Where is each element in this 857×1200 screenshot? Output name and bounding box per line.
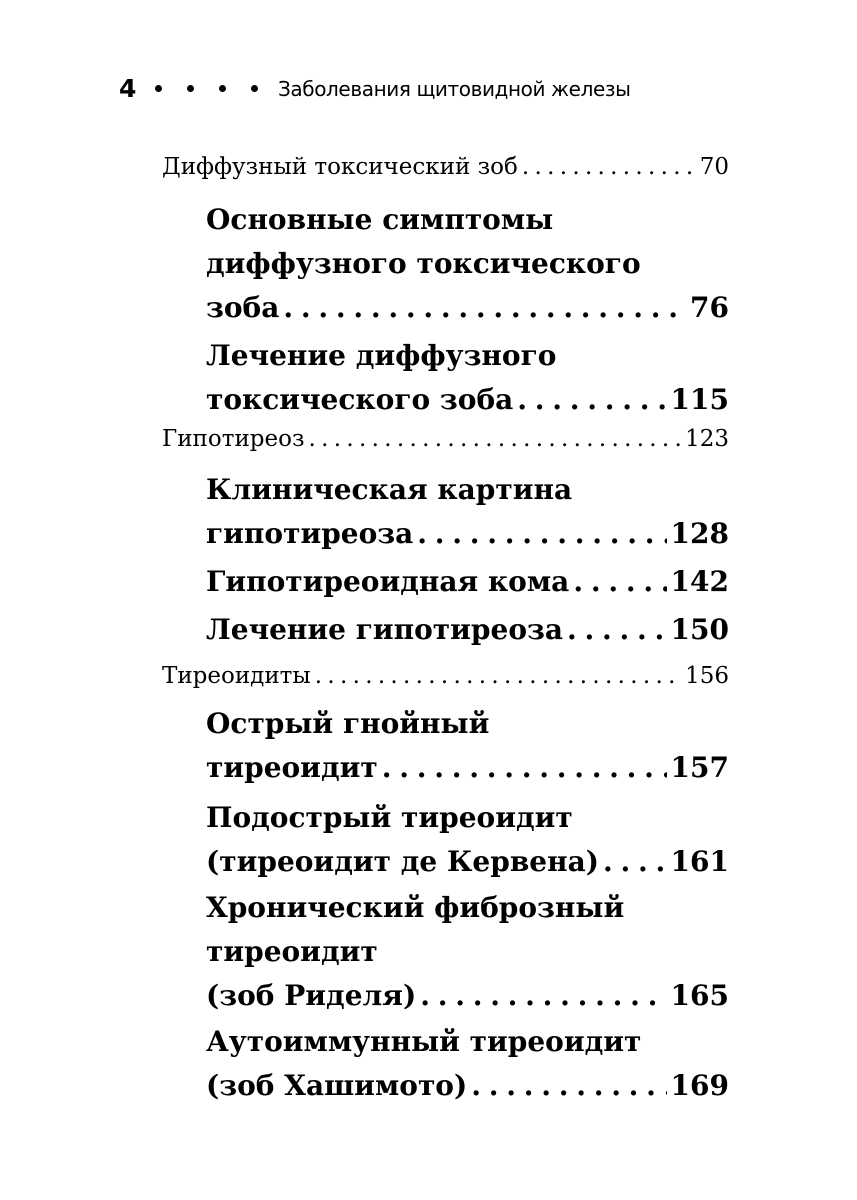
- page-number: 4: [119, 74, 137, 103]
- toc-entry-line: [206, 840, 729, 884]
- toc-entry-line: [162, 661, 729, 691]
- toc-entry-title: Подострый тиреоидит: [206, 801, 573, 834]
- toc-entry-line: [206, 974, 729, 1018]
- toc-entry-line: [206, 702, 729, 746]
- toc-entry-title: Клиническая картина: [206, 473, 573, 506]
- dot-leader: [420, 974, 666, 1018]
- dot-leader: [382, 746, 667, 790]
- dot-leader: [522, 152, 696, 182]
- toc-entry-section[interactable]: [206, 468, 729, 556]
- toc-page-number: 161: [670, 845, 729, 878]
- toc-page-number: 70: [699, 154, 729, 180]
- toc-entry-title: гипотиреоза: [206, 517, 414, 550]
- toc-entry-section[interactable]: [206, 198, 729, 330]
- toc-page-number: 115: [670, 383, 729, 416]
- toc-entry-title: Хронический фиброзный: [206, 891, 625, 924]
- toc-page-number: 123: [685, 426, 729, 452]
- toc-entry-line: [206, 286, 729, 330]
- toc-entry-chapter[interactable]: [162, 661, 729, 691]
- toc-entry-line: [206, 468, 729, 512]
- toc-entry-chapter[interactable]: [162, 152, 729, 182]
- toc-entry-title: Основные симптомы: [206, 203, 554, 236]
- dot-leader: [517, 378, 666, 422]
- toc-entry-title: (тиреоидит де Кервена): [206, 845, 599, 878]
- toc-page-number: 156: [685, 663, 729, 689]
- toc-entry-section[interactable]: [206, 886, 729, 1018]
- toc-entry-line: [206, 1064, 729, 1108]
- toc-entry-section[interactable]: [206, 1020, 729, 1108]
- toc-entry-line: [162, 424, 729, 454]
- toc-page-number: 150: [670, 613, 729, 646]
- toc-entry-line: [206, 886, 729, 930]
- toc-entry-line: [206, 560, 729, 604]
- toc-entry-title: Лечение диффузного: [206, 339, 557, 372]
- toc-entry-title: Аутоиммунный тиреоидит: [206, 1025, 642, 1058]
- dot-leader: [567, 608, 667, 652]
- toc-entry-section[interactable]: [206, 796, 729, 884]
- toc-entry-line: [206, 1020, 729, 1064]
- dot-leader: [417, 512, 666, 556]
- toc-entry-title: (зоб Хашимото): [206, 1069, 468, 1102]
- toc-page-number: 169: [670, 1069, 729, 1102]
- toc-entry-title: Гипотиреоз: [162, 426, 305, 452]
- dot-leader: [283, 286, 686, 330]
- toc-page-number: 128: [670, 517, 729, 550]
- toc-entry-title: (зоб Риделя): [206, 979, 417, 1012]
- toc-entry-line: [206, 512, 729, 556]
- toc-entry-title: Лечение гипотиреоза: [206, 613, 563, 646]
- toc-page-number: 165: [670, 979, 729, 1012]
- dot-leader: [471, 1064, 666, 1108]
- running-title: Заболевания щитовидной железы: [278, 76, 631, 101]
- toc-entry-line: [206, 930, 729, 974]
- toc-entry-title: Диффузный токсический зоб: [162, 154, 518, 180]
- toc-entry-title: зоба: [206, 291, 280, 324]
- toc-entry-section[interactable]: [206, 702, 729, 790]
- toc-entry-title: Тиреоидиты: [162, 663, 311, 689]
- toc-entry-section[interactable]: [206, 608, 729, 652]
- toc-entry-title: тиреоидит: [206, 935, 378, 968]
- toc-entry-section[interactable]: [206, 560, 729, 604]
- toc-entry-line: [206, 796, 729, 840]
- dot-leader: [309, 424, 682, 454]
- toc-entry-title: Острый гнойный: [206, 707, 490, 740]
- toc-entry-section[interactable]: [206, 334, 729, 422]
- toc-entry-line: [206, 242, 729, 286]
- toc-entry-title: тиреоидит: [206, 751, 378, 784]
- toc-page-number: 76: [690, 291, 729, 324]
- dot-leader: [573, 560, 666, 604]
- toc-entry-line: [206, 746, 729, 790]
- toc-entry-chapter[interactable]: [162, 424, 729, 454]
- toc-entry-line: [206, 608, 729, 652]
- toc-page-number: 157: [670, 751, 729, 784]
- toc-entry-line: [206, 334, 729, 378]
- toc-entry-title: диффузного токсического: [206, 247, 641, 280]
- dot-leader: [315, 661, 681, 691]
- toc-entry-line: [162, 152, 729, 182]
- dot-leader: [603, 840, 667, 884]
- toc-entry-line: [206, 198, 729, 242]
- toc-page-number: 142: [670, 565, 729, 598]
- toc-entry-title: токсического зоба: [206, 383, 514, 416]
- toc-entry-title: Гипотиреоидная кома: [206, 565, 570, 598]
- toc-entry-line: [206, 378, 729, 422]
